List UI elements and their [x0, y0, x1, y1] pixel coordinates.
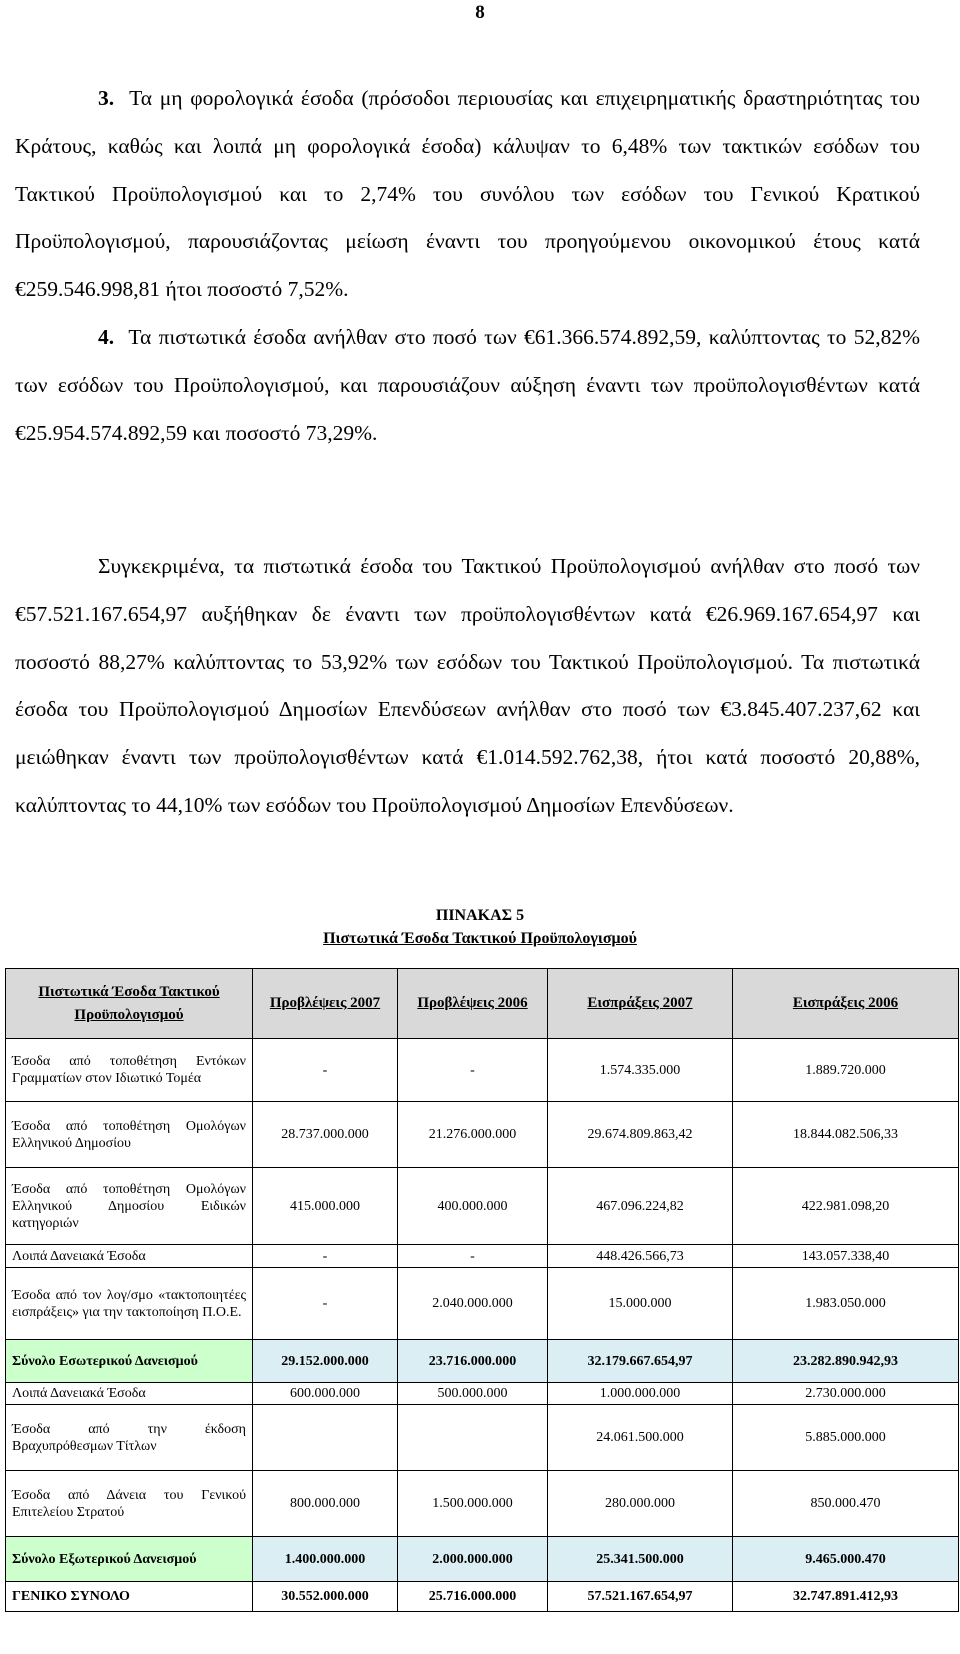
row-label: Έσοδα από την έκδοση Βραχυπρόθεσμων Τίτλων [6, 1405, 253, 1471]
table-row [6, 1245, 959, 1268]
table-cell: 500.000.000 [398, 1383, 548, 1405]
table-cell: 28.737.000.000 [253, 1102, 398, 1168]
table-cell: 400.000.000 [398, 1168, 548, 1245]
table-cell: 415.000.000 [253, 1168, 398, 1245]
table-cell: - [398, 1039, 548, 1102]
table-cell: 21.276.000.000 [398, 1102, 548, 1168]
paragraph-4 [15, 314, 920, 457]
table-cell [398, 1405, 548, 1471]
body-text-lower [15, 543, 920, 830]
table-cell: 1.400.000.000 [253, 1537, 398, 1582]
table-cell: 15.000.000 [548, 1268, 733, 1340]
table-cell: 1.983.050.000 [733, 1268, 959, 1340]
table-cell: 18.844.082.506,33 [733, 1102, 959, 1168]
row-label: Λοιπά Δανειακά Έσοδα [6, 1383, 253, 1405]
table-cell: 1.000.000.000 [548, 1383, 733, 1405]
table-cell: 850.000.470 [733, 1471, 959, 1537]
table-cell: 1.574.335.000 [548, 1039, 733, 1102]
row-label: Σύνολο Εξωτερικού Δανεισμού [6, 1537, 253, 1582]
column-header: Εισπράξεις 2006 [733, 969, 959, 1039]
revenue-table [5, 968, 959, 1612]
column-header: Εισπράξεις 2007 [548, 969, 733, 1039]
table-cell: 9.465.000.470 [733, 1537, 959, 1582]
table-title: ΠΙΝΑΚΑΣ 5 [435, 907, 525, 924]
row-label: Σύνολο Εσωτερικού Δανεισμού [6, 1340, 253, 1383]
table-cell: 2.730.000.000 [733, 1383, 959, 1405]
table-cell: 2.040.000.000 [398, 1268, 548, 1340]
row-label: Έσοδα από τον λογ/σμο «τακτοποιητέες εισπράξεις» για την τακτοποίηση Π.Ο.Ε. [6, 1268, 253, 1340]
paragraph-text: Τα μη φορολογικά έσοδα (πρόσοδοι περιουσίας και επιχειρηματικής δραστηριότητας του Κράτους, καθώς και λοιπά μη φορολογικά έσοδα) κάλυψαν το 6,48% των τακτικών εσόδων του Τακτικού Προϋπολογισμού και το 2,74% του συνόλου των εσόδων του Γενικού Κρατικού Προϋπολογισμού, παρουσιάζοντας μείωση έναντι του προηγούμενου οικονομικού έτους κατά €259.546.998,81 ήτοι ποσοστό 7,52%. [15, 86, 920, 302]
table-cell: 32.747.891.412,93 [733, 1582, 959, 1612]
body-text-upper [15, 75, 920, 457]
table-cell: - [253, 1268, 398, 1340]
paragraph-text: Τα πιστωτικά έσοδα ανήλθαν στο ποσό των €61.366.574.892,59, καλύπτοντας το 52,82% των εσόδων του Προϋπολογισμού, και παρουσιάζουν αύξηση έναντι των προϋπολογισθέντων κατά €25.954.574.892,59 και ποσοστό 73,29%. [15, 324, 920, 445]
row-label: Έσοδα από τοποθέτηση Ομολόγων Ελληνικού Δημοσίου [6, 1102, 253, 1168]
table-cell: - [253, 1245, 398, 1268]
table-cell: 29.152.000.000 [253, 1340, 398, 1383]
table-cell: - [253, 1039, 398, 1102]
table-cell: 600.000.000 [253, 1383, 398, 1405]
table-row-internal-total [6, 1340, 959, 1383]
page-number: 8 [475, 2, 485, 23]
table-cell: 143.057.338,40 [733, 1245, 959, 1268]
table-cell: 448.426.566,73 [548, 1245, 733, 1268]
row-label: Λοιπά Δανειακά Έσοδα [6, 1245, 253, 1268]
table-row [6, 1168, 959, 1245]
table-cell: 24.061.500.000 [548, 1405, 733, 1471]
table-row [6, 1405, 959, 1471]
table-row [6, 1102, 959, 1168]
table-cell: 467.096.224,82 [548, 1168, 733, 1245]
row-label: Έσοδα από Δάνεια του Γενικού Επιτελείου Στρατού [6, 1471, 253, 1537]
table-cell: 25.341.500.000 [548, 1537, 733, 1582]
table-row [6, 1039, 959, 1102]
column-header: Πιστωτικά Έσοδα Τακτικού Προϋπολογισμού [6, 969, 253, 1039]
row-label: Έσοδα από τοποθέτηση Εντόκων Γραμματίων στον Ιδιωτικό Τομέα [6, 1039, 253, 1102]
table-cell [253, 1405, 398, 1471]
table-header-row [6, 969, 959, 1039]
paragraph-5: Συγκεκριμένα, τα πιστωτικά έσοδα του Τακτικού Προϋπολογισμού ανήλθαν στο ποσό των €57.521.167.654,97 αυξήθηκαν δε έναντι των προϋπολογισθέντων κατά €26.969.167.654,97 και ποσοστό 88,27% καλύπτοντας το 53,92% των εσόδων του Τακτικού Προϋπολογισμού. Τα πιστωτικά έσοδα του Προϋπολογισμού Δημοσίων Επενδύσεων ανήλθαν στο ποσό των €3.845.407.237,62 και μειώθηκαν έναντι των προϋπολογισθέντων κατά €1.014.592.762,38, ήτοι κατά ποσοστό 20,88%, καλύπτοντας το 44,10% των εσόδων του Προϋπολογισμού Δημοσίων Επενδύσεων. [15, 554, 920, 817]
row-label: ΓΕΝΙΚΟ ΣΥΝΟΛΟ [6, 1582, 253, 1612]
table-row-grand-total [6, 1582, 959, 1612]
table-cell: 25.716.000.000 [398, 1582, 548, 1612]
column-header: Προβλέψεις 2007 [253, 969, 398, 1039]
table-row [6, 1268, 959, 1340]
table-cell: 1.500.000.000 [398, 1471, 548, 1537]
table-row [6, 1383, 959, 1405]
table-cell: 280.000.000 [548, 1471, 733, 1537]
table-cell: 32.179.667.654,97 [548, 1340, 733, 1383]
table-subtitle: Πιστωτικά Έσοδα Τακτικού Προϋπολογισμού [323, 930, 637, 947]
table-cell: 5.885.000.000 [733, 1405, 959, 1471]
table-cell: 800.000.000 [253, 1471, 398, 1537]
paragraph-number: 4. [98, 324, 115, 349]
table-caption [0, 904, 960, 950]
table-cell: - [398, 1245, 548, 1268]
table-cell: 422.981.098,20 [733, 1168, 959, 1245]
table-cell: 29.674.809.863,42 [548, 1102, 733, 1168]
table-cell: 2.000.000.000 [398, 1537, 548, 1582]
paragraph-3 [15, 75, 920, 314]
table-cell: 23.716.000.000 [398, 1340, 548, 1383]
table-cell: 30.552.000.000 [253, 1582, 398, 1612]
table-cell: 23.282.890.942,93 [733, 1340, 959, 1383]
table-cell: 1.889.720.000 [733, 1039, 959, 1102]
table-row [6, 1471, 959, 1537]
column-header: Προβλέψεις 2006 [398, 969, 548, 1039]
table-cell: 57.521.167.654,97 [548, 1582, 733, 1612]
paragraph-number: 3. [98, 86, 115, 110]
table-row-external-total [6, 1537, 959, 1582]
row-label: Έσοδα από τοποθέτηση Ομολόγων Ελληνικού Δημοσίου Ειδικών κατηγοριών [6, 1168, 253, 1245]
